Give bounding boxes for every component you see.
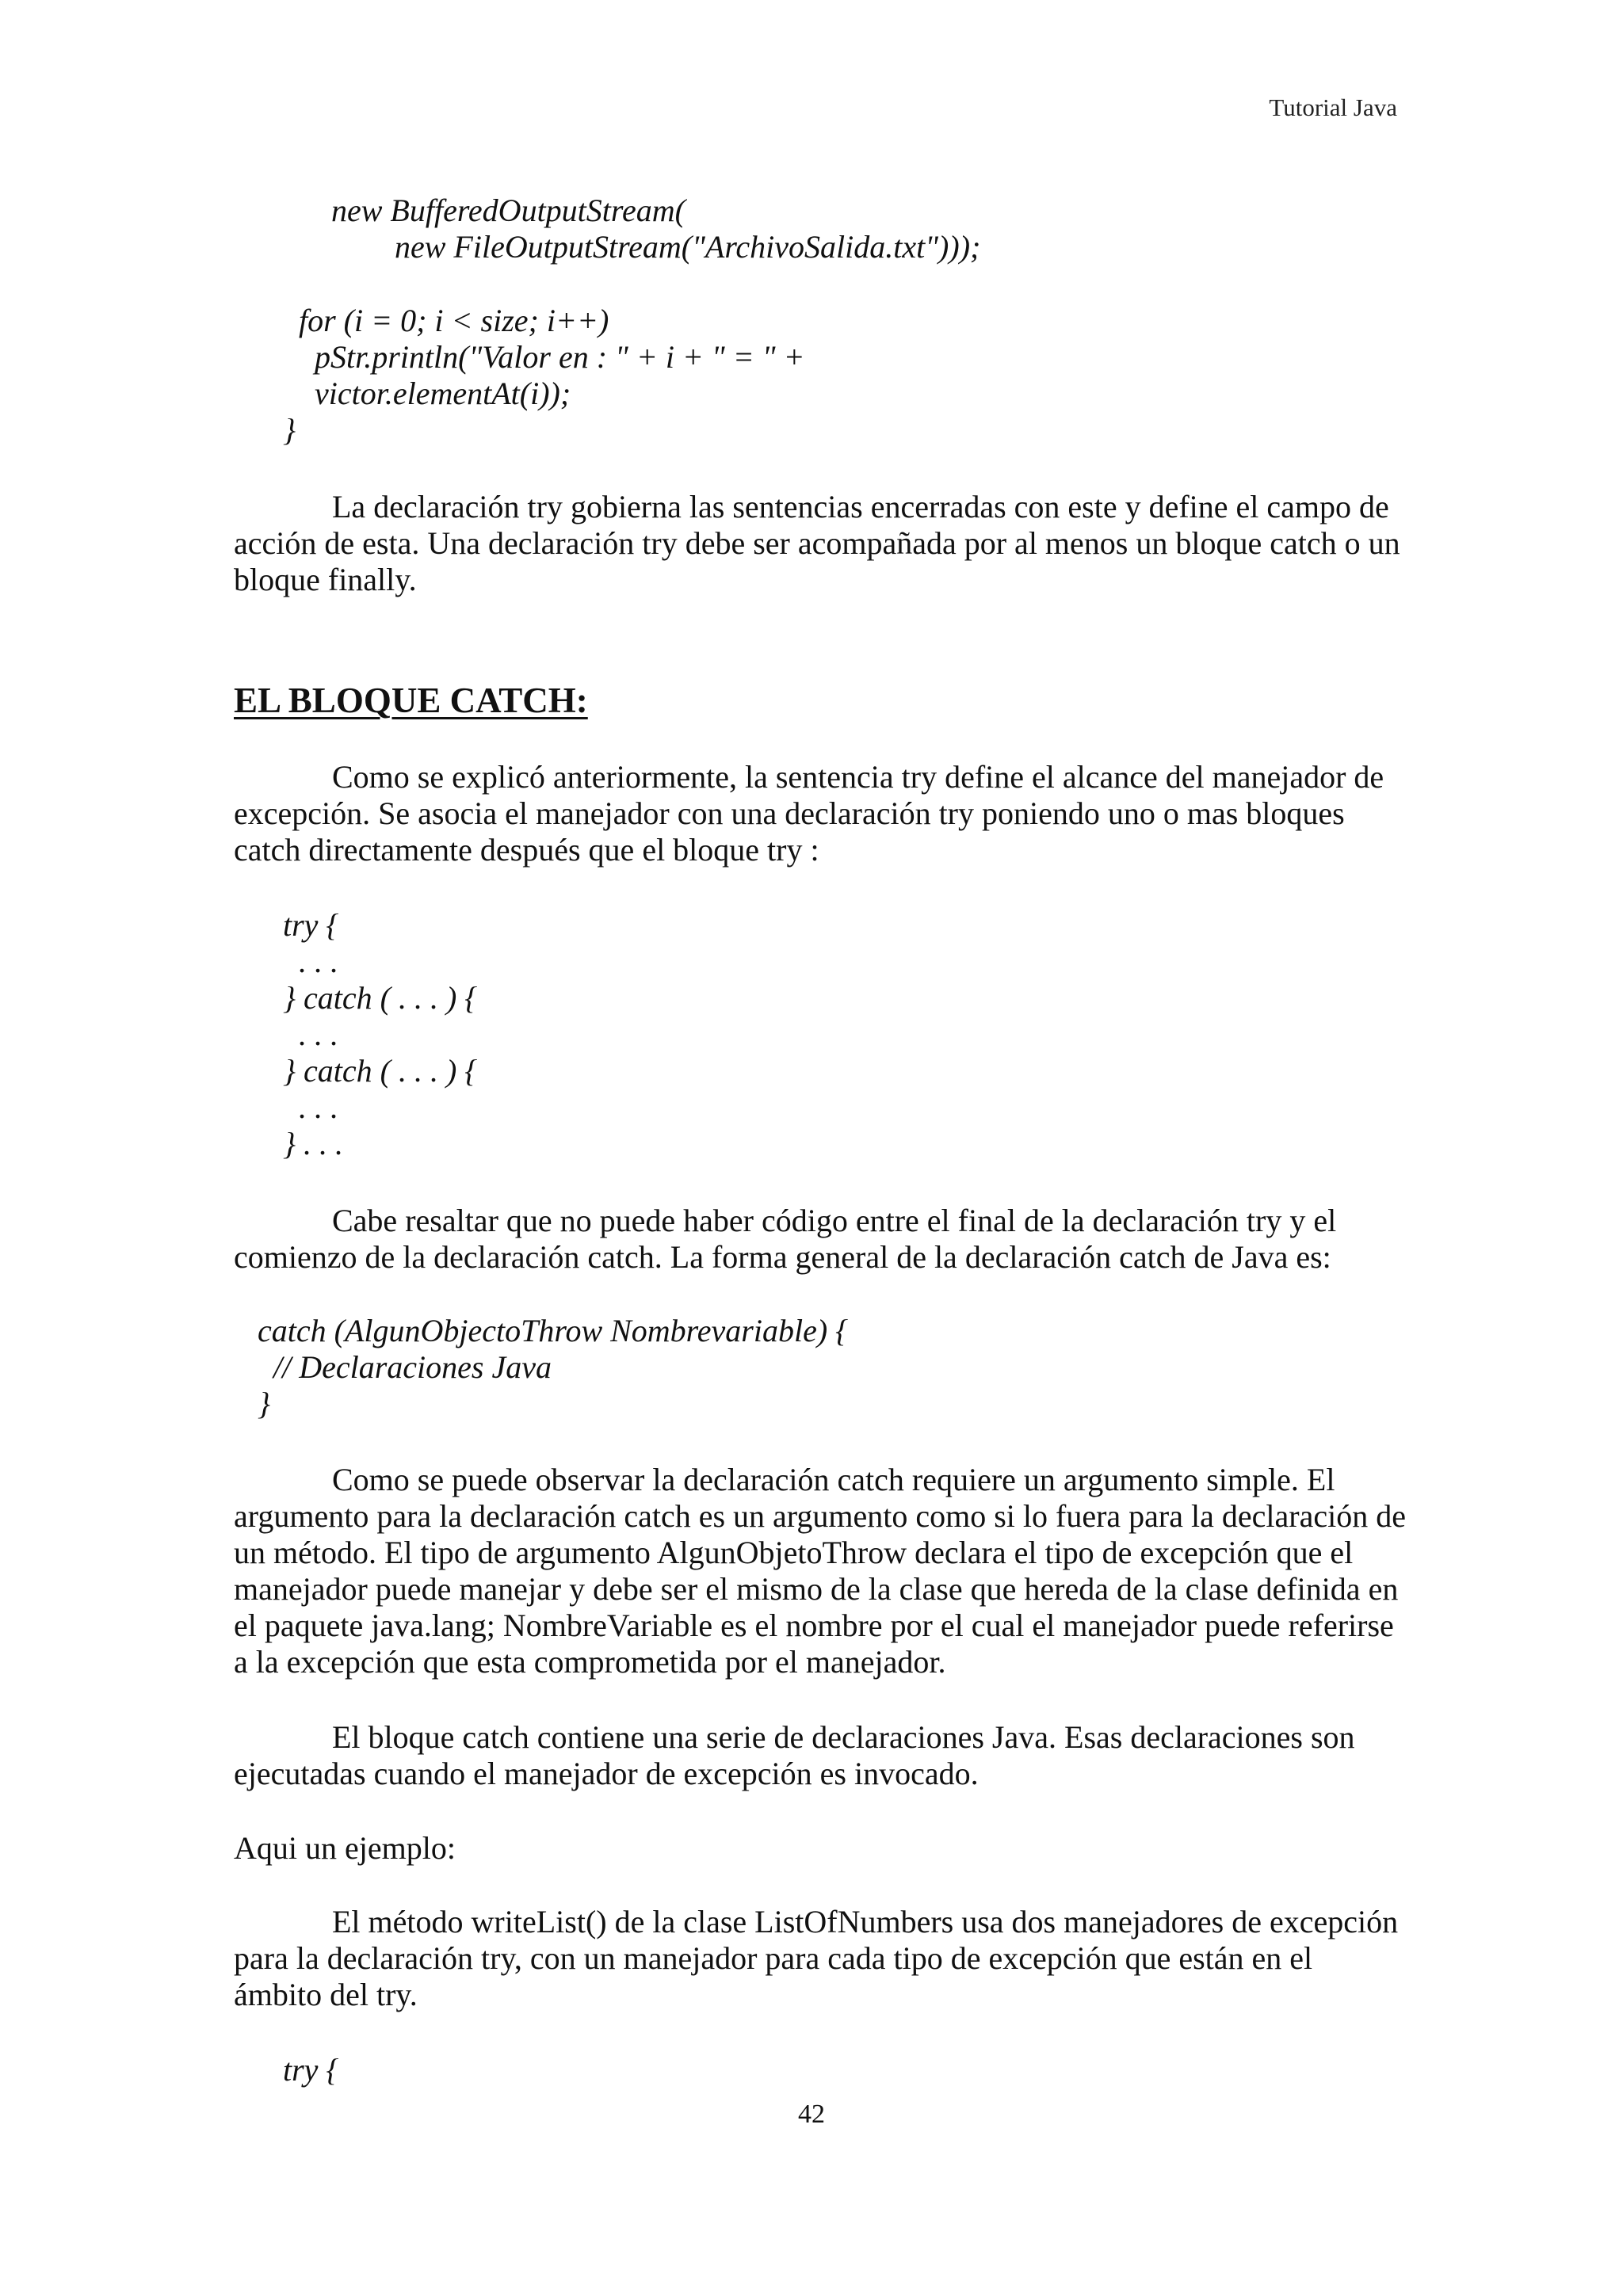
code-line: for (i = 0; i < size; i++) — [299, 303, 609, 338]
code-line: . . . — [283, 944, 338, 979]
code-block-try-start — [0, 0, 339, 2088]
code-line: victor.elementAt(i)); — [299, 376, 571, 411]
paragraph-writelist-description: El método writeList() de la clase ListOfNumbers usa dos manejadores de excepción para la declaración try, con un manejador para cada tipo de excepción que están en el ámbito del try. — [234, 1904, 1399, 2012]
code-line: try { — [283, 907, 339, 943]
code-line: } — [258, 1386, 270, 1421]
paragraph-catch-intro: Como se explicó anteriormente, la sentencia try define el alcance del manejador de excepción. Se asocia el manejador con una declaración try poniendo uno o mas bloques catch directamente después que el bloque try : — [234, 759, 1384, 868]
paragraph-catch-body: El bloque catch contiene una serie de declaraciones Java. Esas declaraciones son ejecutadas cuando el manejador de excepción es invocado. — [234, 1719, 1355, 1791]
running-header: Tutorial Java — [1269, 93, 1397, 121]
code-line: new FileOutputStream("ArchivoSalida.txt"))); — [331, 229, 981, 265]
code-line: } catch ( . . . ) { — [283, 980, 478, 1016]
code-line: // Declaraciones Java — [258, 1349, 552, 1385]
code-line: } — [283, 412, 296, 448]
code-line: new BufferedOutputStream( — [331, 193, 685, 228]
paragraph-catch-rule: Cabe resaltar que no puede haber código entre el final de la declaración try y el comienzo de la declaración catch. La forma general de la declaración catch de Java es: — [234, 1203, 1337, 1275]
page-number: 42 — [798, 2100, 825, 2129]
paragraph-example-label: Aqui un ejemplo: — [234, 1830, 456, 1866]
paragraph-catch-argument: Como se puede observar la declaración catch requiere un argumento simple. El argumento para la declaración catch es un argumento como si lo fuera para la declaración de un método. El tipo de argumento AlgunObjetoThrow declara el tipo de excepción que el manejador puede manejar y debe ser el mismo de la clase que hereda de la clase definida en el paquete java.lang; NombreVariable es el nombre por el cual el manejador puede referirse a la excepción que esta comprometida por el manejador. — [234, 1462, 1406, 1680]
code-line: . . . — [283, 1016, 338, 1052]
code-line: . . . — [283, 1089, 338, 1125]
code-line: } . . . — [283, 1126, 343, 1161]
section-heading-catch: EL BLOQUE CATCH: — [234, 681, 588, 720]
code-line: try { — [283, 2052, 339, 2088]
paragraph-try-description: La declaración try gobierna las sentencias encerradas con este y define el campo de acción de esta. Una declaración try debe ser acompañada por al menos un bloque catch o un bloque finally. — [234, 489, 1400, 597]
code-line: catch (AlgunObjectoThrow Nombrevariable) { — [258, 1313, 849, 1348]
code-line: } catch ( . . . ) { — [283, 1053, 478, 1089]
code-line: pStr.println("Valor en : " + i + " = " + — [299, 339, 805, 375]
